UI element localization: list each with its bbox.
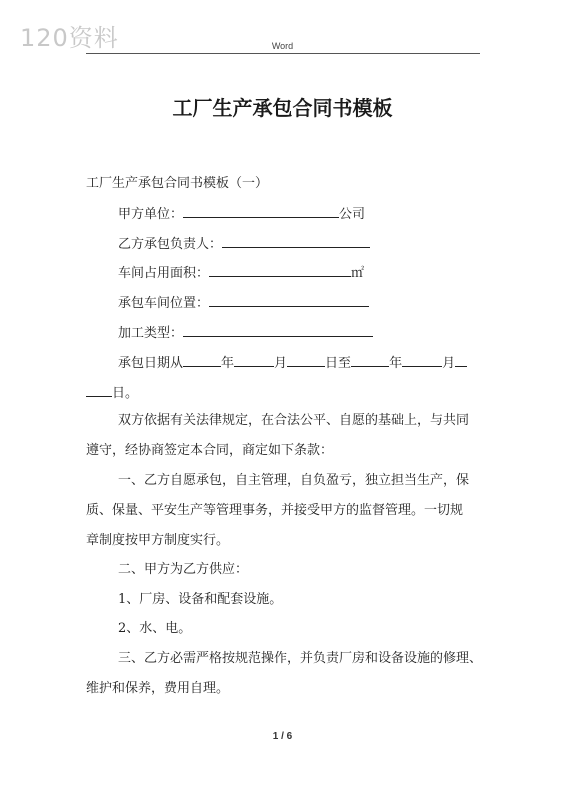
period-end: 日。 <box>112 386 139 401</box>
field-suffix: 公司 <box>339 207 366 222</box>
contract-period <box>118 355 467 370</box>
blank-line <box>402 355 442 367</box>
contract-period-end <box>86 385 138 400</box>
paragraph-text: 二、甲方为乙方供应： <box>118 562 249 577</box>
period-month: 月 <box>442 356 456 371</box>
blank-line <box>234 355 274 367</box>
field-party-b <box>118 236 370 251</box>
paragraph-text: 维护和保养，费用自理。 <box>86 681 230 696</box>
page-number: 1 / 6 <box>272 731 293 742</box>
field-label: 乙方承包负责人： <box>118 237 223 252</box>
period-prefix: 承包日期从 <box>118 356 184 371</box>
paragraph-text: 1、厂房、设备和配套设施。 <box>118 592 283 607</box>
field-label: 加工类型： <box>118 326 184 341</box>
period-year: 年 <box>389 356 403 371</box>
field-process-type <box>118 325 373 340</box>
blank-line <box>183 206 339 218</box>
blank-line <box>222 236 370 248</box>
paragraph-text: 一、乙方自愿承包，自主管理，自负盈亏，独立担当生产，保 <box>118 473 470 488</box>
paragraph-text: 质、保量、平安生产等管理事务，并接受甲方的监督管理。一切规 <box>86 503 464 518</box>
field-location <box>118 295 369 310</box>
document-title: 工厂生产承包合同书模板 <box>172 96 393 120</box>
blank-line <box>183 355 221 367</box>
period-year: 年 <box>221 356 235 371</box>
field-label: 承包车间位置： <box>118 296 210 311</box>
header-divider <box>86 53 480 54</box>
field-party-a <box>118 206 365 221</box>
field-label: 甲方单位： <box>118 207 184 222</box>
period-month: 月 <box>274 356 288 371</box>
blank-line <box>455 355 467 367</box>
field-suffix: ㎡ <box>351 266 365 281</box>
blank-line <box>209 295 369 307</box>
blank-line <box>209 265 351 277</box>
paragraph-text: 2、水、电。 <box>118 621 192 636</box>
document-subtitle: 工厂生产承包合同书模板（一） <box>86 176 269 191</box>
paragraph-text: 章制度按甲方制度实行。 <box>86 533 230 548</box>
blank-line <box>351 355 389 367</box>
blank-line <box>287 355 325 367</box>
field-label: 车间占用面积： <box>118 266 210 281</box>
blank-line <box>86 385 112 397</box>
paragraph-text: 双方依据有关法律规定，在合法公平、自愿的基础上，与共同 <box>118 413 470 428</box>
header-label: Word <box>271 41 294 51</box>
field-area <box>118 265 364 280</box>
blank-line <box>183 325 373 337</box>
watermark-logo: 120资料 <box>20 24 119 52</box>
paragraph-text: 三、乙方必需严格按规范操作，并负责厂房和设备设施的修理、 <box>118 651 483 666</box>
paragraph-text: 遵守，经协商签定本合同，商定如下条款： <box>86 443 334 458</box>
period-day-to: 日至 <box>325 356 352 371</box>
